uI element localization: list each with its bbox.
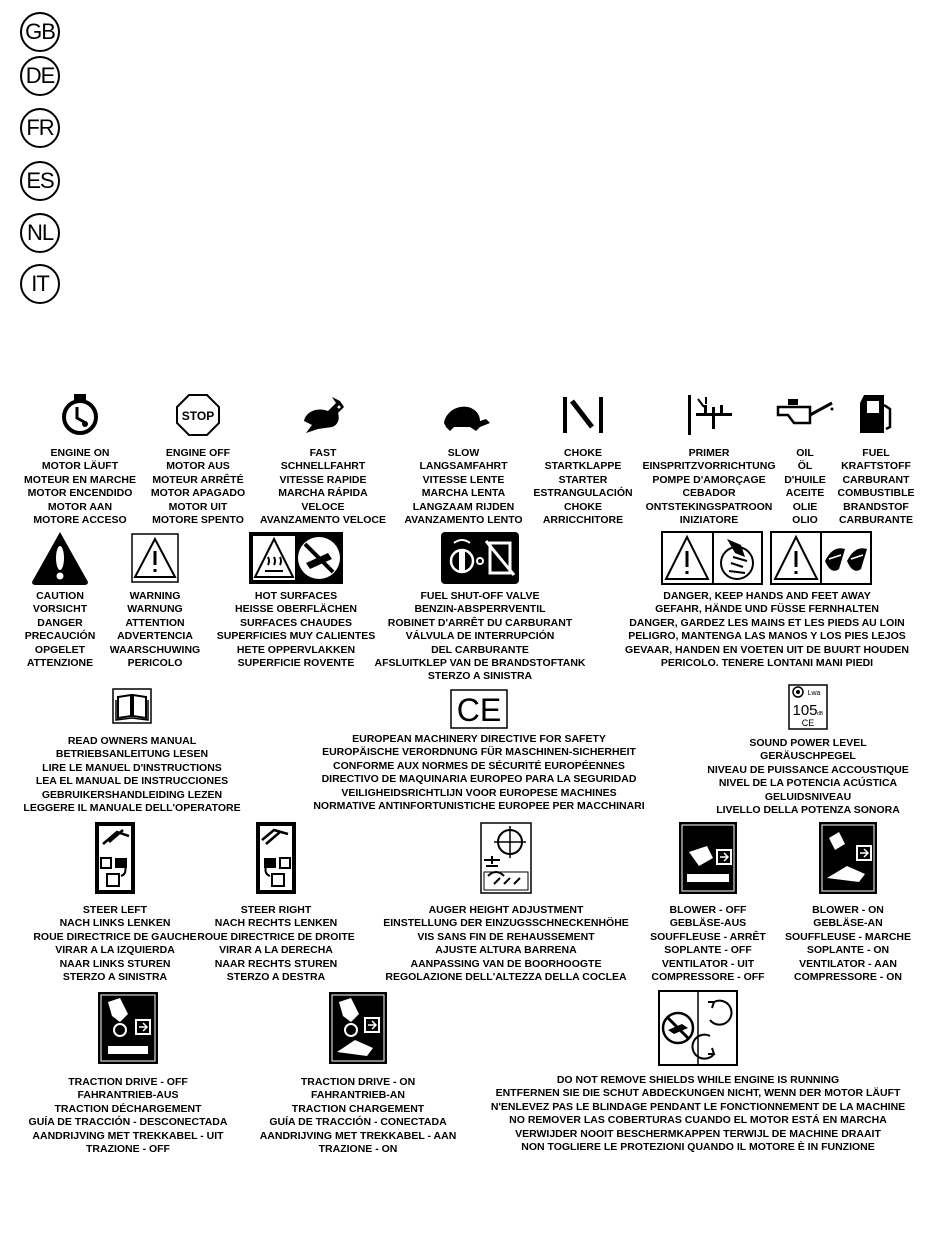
blower-off-icon <box>679 822 737 894</box>
traction-off-icon <box>98 992 158 1064</box>
blower-off-caption: BLOWER - OFF GEBLÄSE-AUS SOUFFLEUSE - ARRÊT SOPLANTE - OFF VENTILATOR - UIT COMPRESSORE - OFF <box>650 904 766 984</box>
auger-height-symbol <box>372 822 640 984</box>
warning-caption: WARNING WARNUNG ATTENTION ADVERTENCIA WAARSCHUWING PERICOLO <box>109 590 201 670</box>
caution-triangle-icon <box>30 530 90 586</box>
hot-surfaces-caption: HOT SURFACES HEISSE OBERFLÄCHEN SURFACES CHAUDES SUPERFICIES MUY CALIENTES HETE OPPERVLAKKEN SUPERFICIE ROVENTE <box>216 590 376 670</box>
turtle-icon <box>436 393 492 437</box>
engine-on-symbol <box>20 393 140 527</box>
engine-off-symbol <box>143 393 253 527</box>
engine-off-caption: ENGINE OFF MOTOR AUS MOTEUR ARRÊTÉ MOTOR APAGADO MOTOR UIT MOTORE SPENTO <box>150 447 246 527</box>
manual-book-icon <box>112 688 152 724</box>
traction-off-symbol <box>18 992 238 1156</box>
traction-on-symbol <box>248 992 468 1156</box>
shields-warning-icon <box>658 990 738 1066</box>
engine-on-caption: ENGINE ON MOTOR LÄUFT MOTEUR EN MARCHE MOTOR ENCENDIDO MOTOR AAN MOTORE ACCESO <box>24 447 136 527</box>
steer-left-caption: STEER LEFT NACH LINKS LENKEN ROUE DIRECTRICE DE GAUCHE VIRAR A LA IZQUIERDA NAAR LINKS STUREN STERZO A SINISTRA <box>33 904 197 984</box>
oil-can-icon <box>774 393 836 437</box>
fast-caption: FAST SCHNELLFAHRT VITESSE RAPIDE MARCHA RÁPIDA VELOCE AVANZAMENTO VELOCE <box>259 447 386 527</box>
svg-text:dB: dB <box>816 711 824 717</box>
ce-symbol <box>298 689 660 813</box>
danger-hands-feet-symbol <box>612 531 922 670</box>
language-badge-fr: FR <box>20 108 60 148</box>
svg-text:CE: CE <box>801 718 815 728</box>
shields-symbol <box>478 990 918 1154</box>
fast-symbol <box>253 393 393 527</box>
blower-off-symbol <box>640 822 776 984</box>
traction-on-caption: TRACTION DRIVE - ON FAHRANTRIEB-AN TRACTION CHARGEMENT GUÍA DE TRACCIÓN - CONECTADA AANDRIJVING MET TREKKABEL - AAN TRAZIONE - ON <box>259 1076 457 1156</box>
svg-text:STOP: STOP <box>181 409 215 423</box>
caution-caption: CAUTION VORSICHT DANGER PRECAUCIÓN OPGELET ATTENZIONE <box>24 590 96 670</box>
svg-text:Lwa: Lwa <box>807 690 821 697</box>
primer-symbol <box>638 393 780 527</box>
sound-power-symbol <box>694 684 922 817</box>
sound-power-label-icon <box>788 684 828 730</box>
fuel-caption: FUEL KRAFTSTOFF CARBURANT COMBUSTIBLE BRANDSTOF CARBURANTE <box>837 447 915 527</box>
read-manual-caption: READ OWNERS MANUAL BETRIEBSANLEITUNG LESEN LIRE LE MANUEL D'INSTRUCTIONS LEA EL MANUAL DE INSTRUCCIONES GEBRUIKERSHANDLEIDING LEZEN LEGGERE IL MANUALE DELL'OPERATORE <box>23 735 241 815</box>
hot-surface-icon <box>248 531 344 585</box>
language-badge-de: DE <box>20 56 60 96</box>
fuel-pump-icon <box>856 393 896 437</box>
oil-symbol <box>770 393 840 527</box>
read-manual-symbol <box>12 688 252 815</box>
fuel-symbol <box>832 393 920 527</box>
engine-on-icon <box>60 393 100 437</box>
ce-caption: EUROPEAN MACHINERY DIRECTIVE FOR SAFETY EUROPÄISCHE VERORDNUNG FÜR MASCHINEN-SICHERHEIT CONFORME AUX NORMES DE SÉCURITÉ EUROPÉENNES DIRECTIVO DE MAQUINARIA EUROPEO PARA LA SEGURIDAD VEILIGHEIDSRICHTLIJN VOOR EUROPESE MACHINES NORMATIVE ANTINFORTUNISTICHE EUROPEE PER MACCHINARI <box>313 733 645 813</box>
ce-mark-icon <box>450 689 508 729</box>
choke-icon <box>558 393 608 437</box>
language-badge-nl: NL <box>20 213 60 253</box>
sound-power-caption: SOUND POWER LEVEL GERÄUSCHPEGEL NIVEAU DE PUISSANCE ACCOUSTIQUE NIVEL DE LA POTENCIA ACÚSTICA GELUIDSNIVEAU LIVELLO DELLA POTENZA SONORA <box>707 737 909 817</box>
steer-left-symbol <box>33 822 197 984</box>
shields-caption: DO NOT REMOVE SHIELDS WHILE ENGINE IS RUNNING ENTFERNEN SIE DIE SCHUT ABDECKUNGEN NICHT, WENN DER MOTOR LÄUFT N'ENLEVEZ PAS LE BLINDAGE PENDANT LE FONCTIONNEMENT DE LA MACHINE NO REMOVER LAS COBERTURAS CUANDO EL MOTOR ESTÁ EN MARCHA VERWIJDER NOOIT BESCHERMKAPPEN TERWIJL DE MACHINE DRAAIT NON TOGLIERE LE PROTEZIONI QUANDO IL MOTORE È IN FUNZIONE <box>490 1074 906 1154</box>
svg-text:105: 105 <box>792 702 818 719</box>
language-badge-es: ES <box>20 161 60 201</box>
blower-on-icon <box>819 822 877 894</box>
auger-height-caption: AUGER HEIGHT ADJUSTMENT EINSTELLUNG DER EINZUGSSCHNECKENHÖHE VIS SANS FIN DE REHAUSSEMENT AJUSTE ALTURA BARRENA AANPASSING VAN DE BOORHOOGTE REGOLAZIONE DELL'ALTEZZA DELLA COCLEA <box>383 904 629 984</box>
auger-height-icon <box>480 822 532 894</box>
language-badge-it: IT <box>20 264 60 304</box>
fuel-shutoff-valve-icon <box>440 531 520 585</box>
choke-symbol <box>528 393 638 527</box>
language-badge-gb: GB <box>20 12 60 52</box>
slow-symbol <box>396 393 531 527</box>
svg-text:CE: CE <box>456 692 502 728</box>
steer-right-caption: STEER RIGHT NACH RECHTS LENKEN ROUE DIRECTRICE DE DROITE VIRAR A LA DERECHA NAAR RECHTS STUREN STERZO A DESTRA <box>197 904 355 984</box>
hot-surfaces-symbol <box>210 531 382 670</box>
danger-hands-feet-icon <box>661 531 873 585</box>
caution-symbol <box>15 530 105 670</box>
steer-right-symbol <box>197 822 355 984</box>
steer-left-icon <box>95 822 135 894</box>
warning-triangle-icon <box>131 533 179 583</box>
fuel-valve-caption: FUEL SHUT-OFF VALVE BENZIN-ABSPERRVENTIL ROBINET D'ARRÊT DU CARBURANT VÁLVULA DE INTERRUPCIÓN DEL CARBURANTE AFSLUITKLEP VAN DE BRANDSTOFTANK STERZO A SINISTRA <box>374 590 586 683</box>
primer-icon <box>684 393 734 437</box>
warning-symbol <box>105 533 205 670</box>
traction-off-caption: TRACTION DRIVE - OFF FAHRANTRIEB-AUS TRACTION DÉCHARGEMENT GUÍA DE TRACCIÓN - DESCONECTADA AANDRIJVING MET TREKKABEL - UIT TRAZIONE - OFF <box>28 1076 228 1156</box>
blower-on-caption: BLOWER - ON GEBLÄSE-AN SOUFFLEUSE - MARCHE SOPLANTE - ON VENTILATOR - AAN COMPRESSORE - ON <box>785 904 911 984</box>
stop-sign-icon <box>175 393 221 437</box>
fuel-valve-symbol <box>374 531 586 684</box>
traction-on-icon <box>329 992 387 1064</box>
choke-caption: CHOKE STARTKLAPPE STARTER ESTRANGULACIÓN CHOKE ARRICCHITORE <box>533 447 633 527</box>
primer-caption: PRIMER EINSPRITZVORRICHTUNG POMPE D'AMORÇAGE CEBADOR ONTSTEKINGSPATROON INIZIATORE <box>642 447 776 527</box>
slow-caption: SLOW LANGSAMFAHRT VITESSE LENTE MARCHA LENTA LANGZAAM RIJDEN AVANZAMENTO LENTO <box>404 447 523 527</box>
oil-caption: OIL ÖL D'HUILE ACEITE OLIE OLIO <box>784 447 826 527</box>
rabbit-icon <box>298 393 348 437</box>
steer-right-icon <box>256 822 296 894</box>
blower-on-symbol <box>776 822 920 984</box>
danger-hands-feet-caption: DANGER, KEEP HANDS AND FEET AWAY GEFAHR, HÄNDE UND FÜSSE FERNHALTEN DANGER, GARDEZ LES MAINS ET LES PIEDS AU LOIN PELIGRO, MANTENGA LAS MANOS Y LOS PIES LEJOS GEVAAR, HANDEN EN VOETEN UIT DE BUURT HOUDEN PERICOLO. TENERE LONTANI MANI PIEDI <box>625 590 909 670</box>
